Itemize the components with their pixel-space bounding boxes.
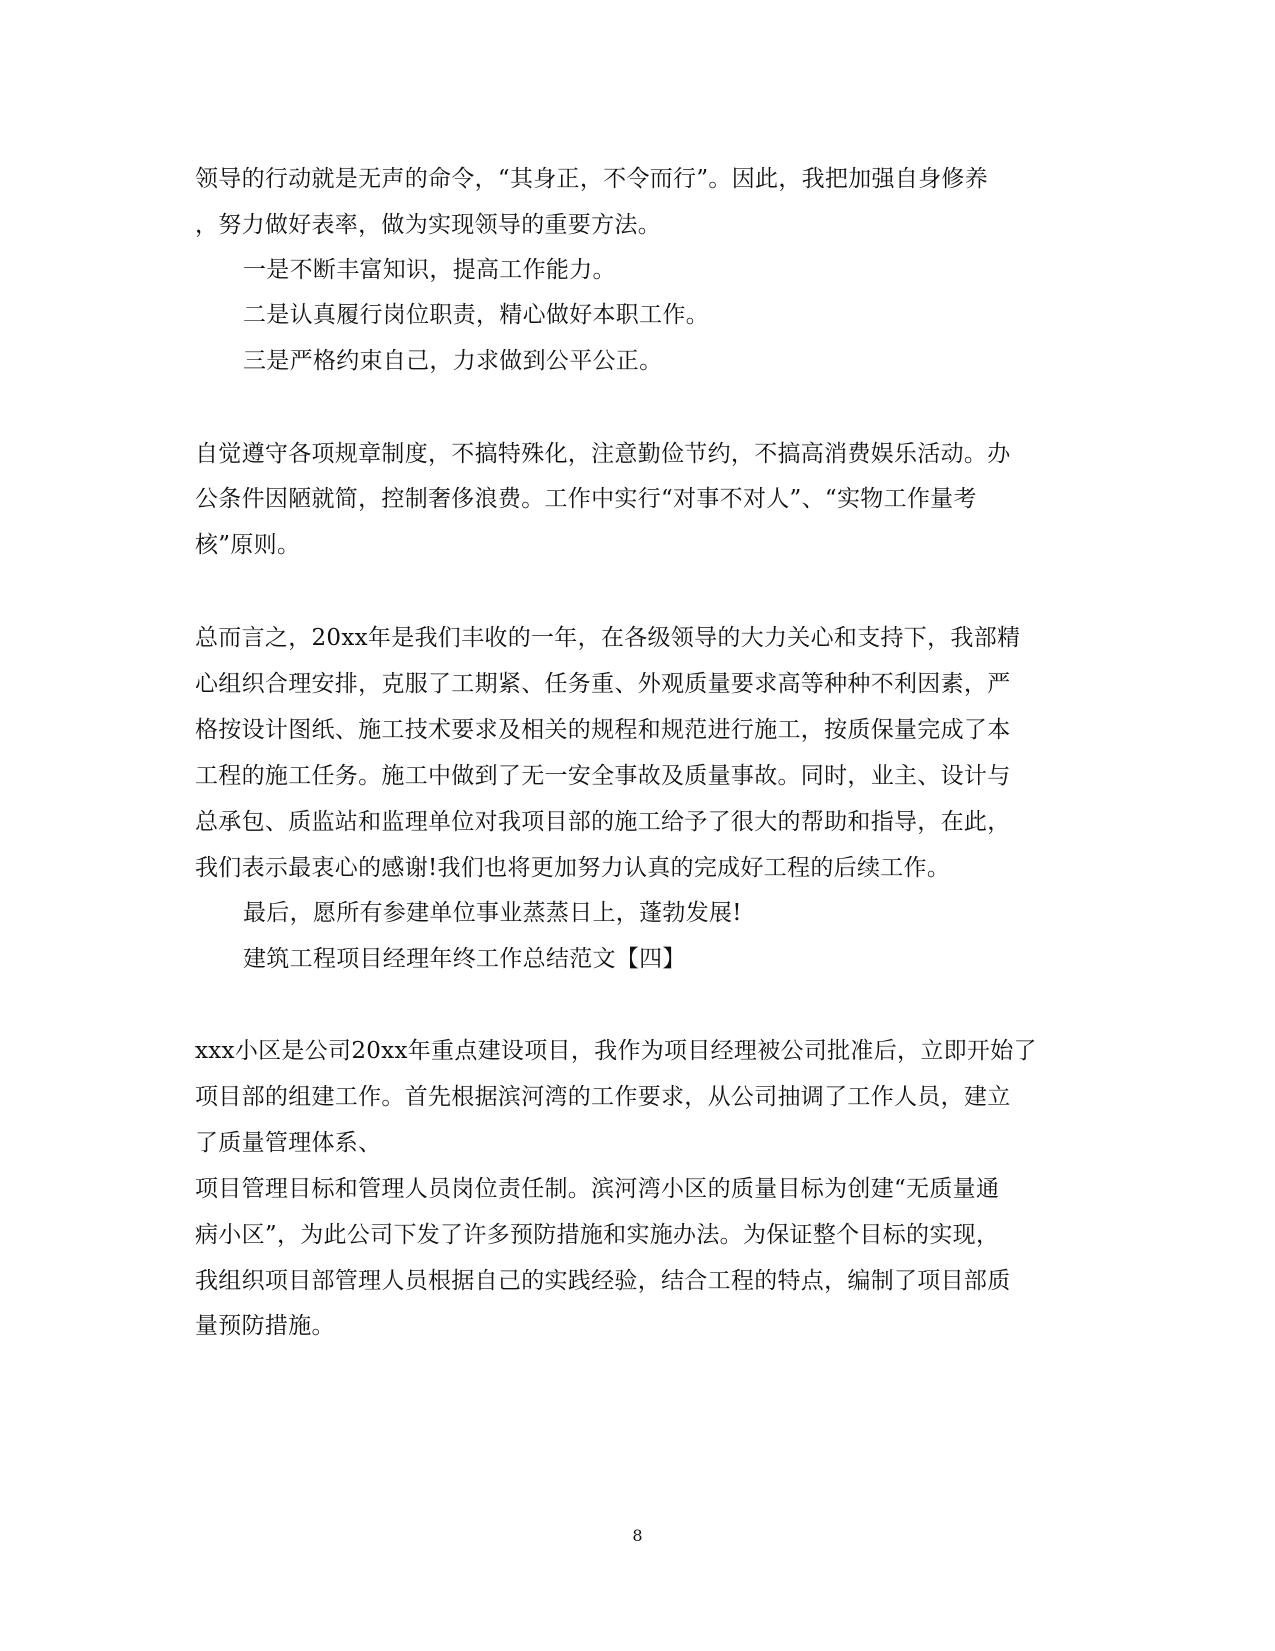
text-line: 项目管理目标和管理人员岗位责任制。滨河湾小区的质量目标为创建“无质量通 — [195, 1176, 1000, 1202]
text-line: 领导的行动就是无声的命令，“其身正，不令而行”。因此，我把加强自身修养 — [195, 166, 989, 192]
list-item: 一是不断丰富知识，提高工作能力。 — [243, 257, 616, 283]
text-line: 格按设计图纸、施工技术要求及相关的规程和规范进行施工，按质保量完成了本 — [195, 717, 1011, 743]
text-line: 工程的施工任务。施工中做到了无一安全事故及质量事故。同时，业主、设计与 — [195, 763, 1011, 789]
text-line: 总而言之，20xx年是我们丰收的一年，在各级领导的大力关心和支持下，我部精 — [195, 625, 1021, 651]
text-line: 了质量管理体系、 — [195, 1130, 382, 1156]
section-heading: 建筑工程项目经理年终工作总结范文【四】 — [243, 946, 686, 972]
text-line: 公条件因陋就简，控制奢侈浪费。工作中实行“对事不对人”、“实物工作量考 — [195, 486, 977, 512]
text-line: 自觉遵守各项规章制度，不搞特殊化，注意勤俭节约，不搞高消费娱乐活动。办 — [195, 441, 1011, 467]
page-number: 8 — [632, 1526, 643, 1545]
text-line: 我组织项目部管理人员根据自己的实践经验，结合工程的特点，编制了项目部质 — [195, 1268, 1011, 1294]
text-line: 心组织合理安排，克服了工期紧、任务重、外观质量要求高等种种不利因素，严 — [195, 671, 1011, 697]
text-line: xxx小区是公司20xx年重点建设项目，我作为项目经理被公司批准后，立即开始了 — [195, 1038, 1037, 1064]
text-line: 病小区”，为此公司下发了许多预防措施和实施办法。为保证整个目标的实现， — [195, 1222, 1000, 1248]
text-line: ，努力做好表率，做为实现领导的重要方法。 — [195, 212, 661, 238]
list-item: 三是严格约束自己，力求做到公平公正。 — [243, 348, 663, 374]
text-line: 总承包、质监站和监理单位对我项目部的施工给予了很大的帮助和指导，在此， — [195, 809, 1011, 835]
list-item: 二是认真履行岗位职责，精心做好本职工作。 — [243, 302, 709, 328]
text-line: 我们表示最衷心的感谢!我们也将更加努力认真的完成好工程的后续工作。 — [195, 855, 951, 881]
text-line: 项目部的组建工作。首先根据滨河湾的工作要求，从公司抽调了工作人员，建立 — [195, 1084, 1011, 1110]
text-line: 核”原则。 — [195, 532, 301, 558]
text-line: 量预防措施。 — [195, 1313, 335, 1339]
text-line: 最后，愿所有参建单位事业蒸蒸日上，蓬勃发展! — [243, 900, 742, 926]
